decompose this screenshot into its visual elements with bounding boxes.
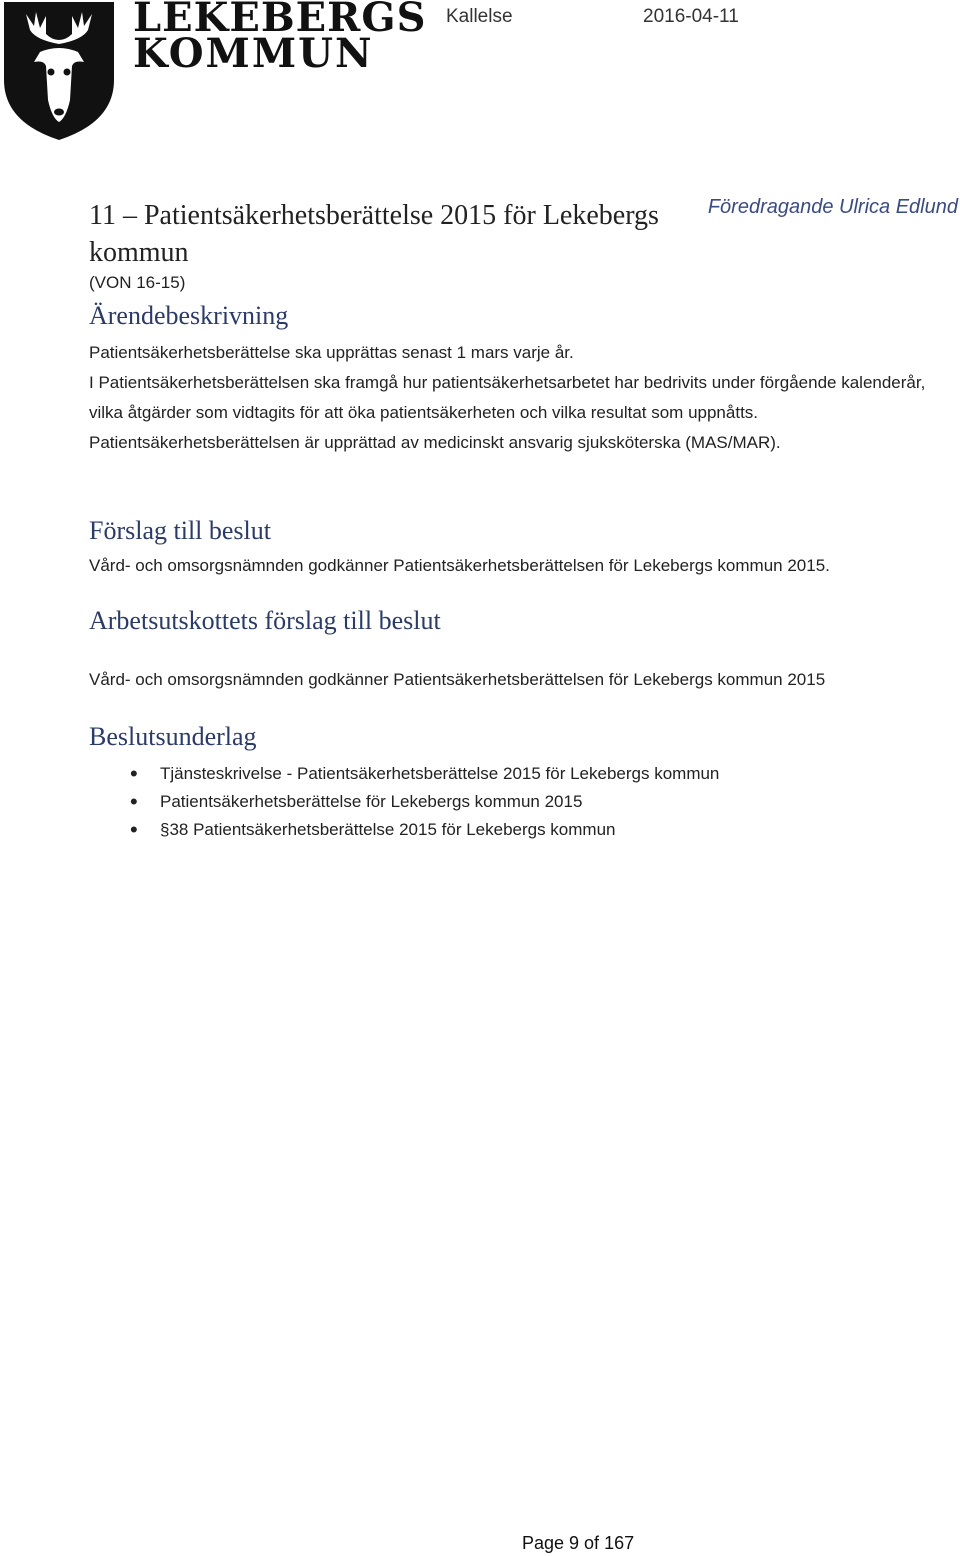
- logo-wordmark: [133, 0, 427, 77]
- logo-line-2: KOMMUN: [133, 30, 374, 77]
- logo-line-1: LEKEBERGS: [133, 0, 427, 41]
- document-date: 2016-04-11: [643, 6, 739, 27]
- forslag-text: Vård- och omsorgsnämnden godkänner Patientsäkerhetsberättelsen för Lekebergs kommun 2015.: [89, 556, 830, 575]
- list-item: • Patientsäkerhetsberättelse för Lekebergs kommun 2015: [130, 788, 719, 816]
- presenter: Föredragande Ulrica Edlund: [707, 196, 958, 218]
- heading-forslag: Förslag till beslut: [89, 516, 271, 545]
- case-reference: (VON 16-15): [89, 273, 186, 292]
- list-item: • §38 Patientsäkerhetsberättelse 2015 för Lekebergs kommun: [130, 816, 719, 844]
- page-number: Page 9 of 167: [522, 1533, 635, 1553]
- arende-paragraph-1: Patientsäkerhetsberättelse ska upprättas senast 1 mars varje år.: [89, 343, 574, 362]
- document-type: Kallelse: [446, 6, 513, 27]
- heading-au-forslag: Arbetsutskottets förslag till beslut: [89, 606, 441, 635]
- arende-paragraph-2: I Patientsäkerhetsberättelsen ska framgå hur patientsäkerhetsarbetet har bedrivits under förgående kalenderår, vilka åtgärder som vidtagits för att öka patientsäkerheten och vilka resultat som uppnåtts. Patientsäkerhetsberättelsen är upprättad av medicinskt ansvarig sjuksköterska (MAS/MAR).: [89, 373, 926, 452]
- au-forslag-text: Vård- och omsorgsnämnden godkänner Patientsäkerhetsberättelsen för Lekebergs kommun 2015: [89, 670, 826, 689]
- municipality-logo-icon: [0, 0, 118, 142]
- heading-beslutsunderlag: Beslutsunderlag: [89, 722, 257, 751]
- list-item: • Tjänsteskrivelse - Patientsäkerhetsberättelse 2015 för Lekebergs kommun: [130, 760, 719, 788]
- beslutsunderlag-list: [130, 760, 719, 844]
- heading-arendebeskrivning: Ärendebeskrivning: [89, 301, 289, 330]
- item-title: 11 – Patientsäkerhetsberättelse 2015 för Lekebergs kommun: [89, 200, 659, 268]
